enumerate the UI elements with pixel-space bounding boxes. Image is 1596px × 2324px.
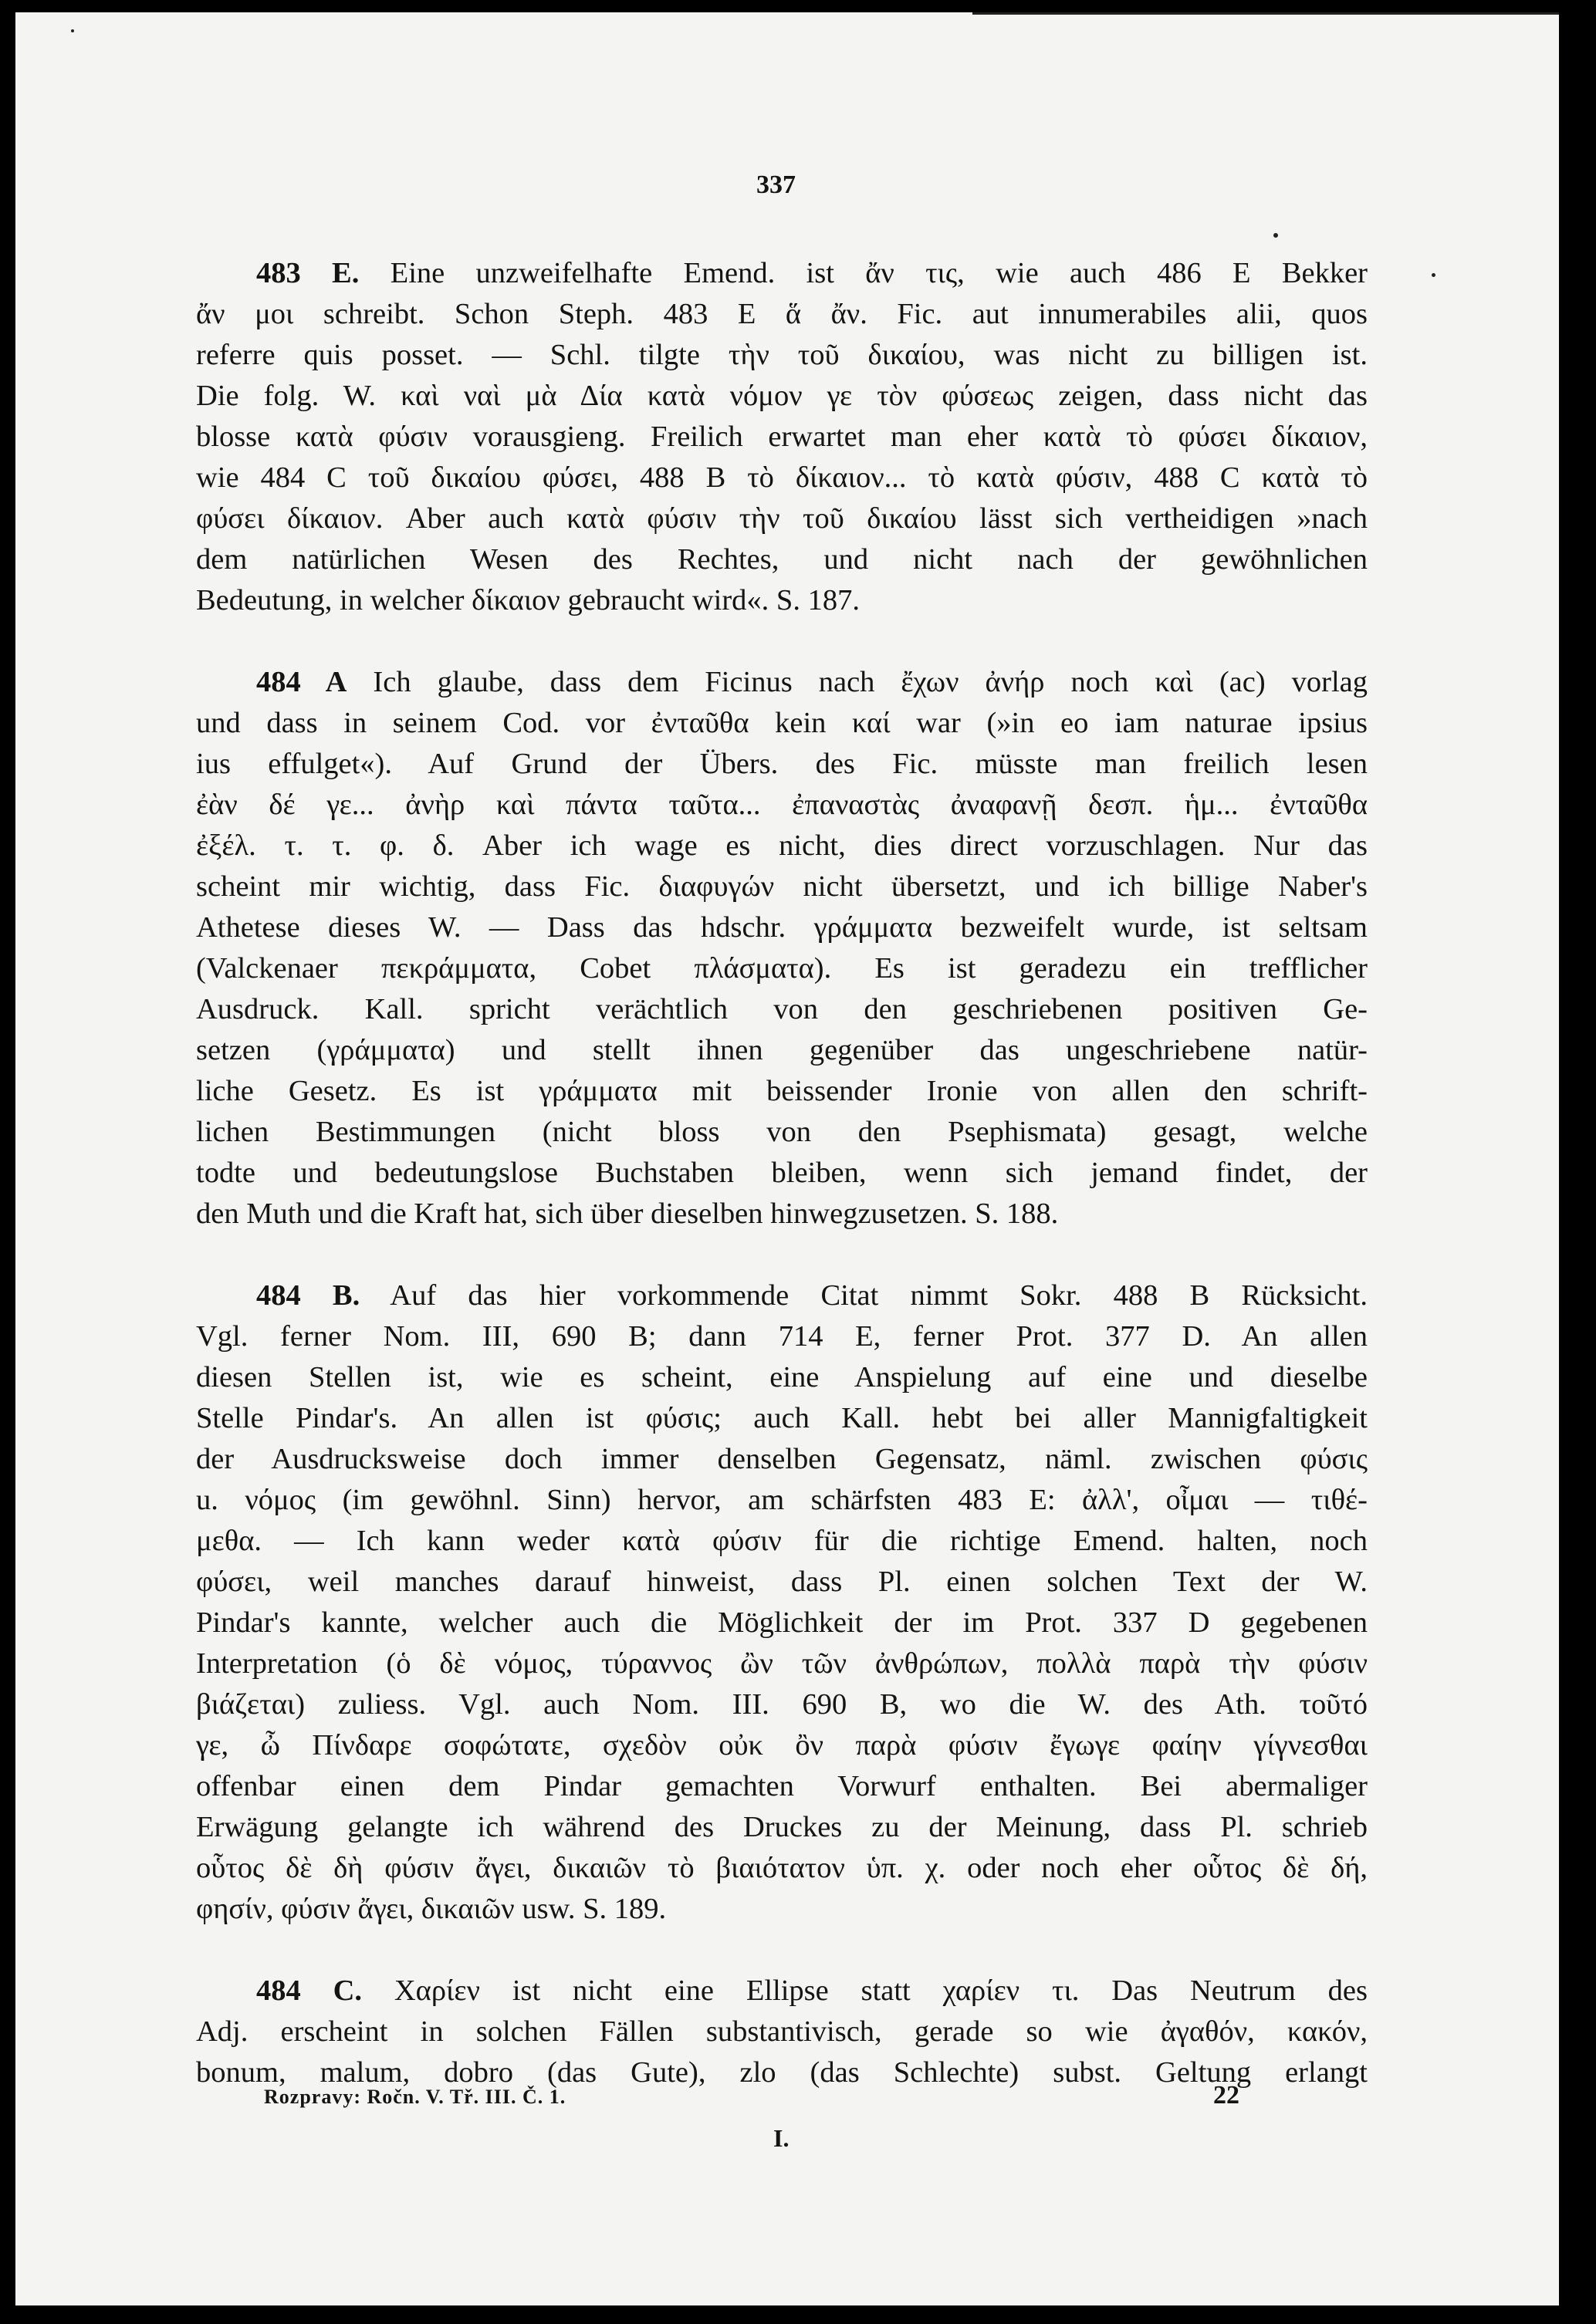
entry-line: Die folg. W. καὶ ναὶ μὰ Δία κατὰ νόμον γε τὸν φύσεως zeigen, dass nicht das: [196, 380, 1368, 412]
entry-line: Interpretation (ὁ δὲ νόμος, τύραννος ὢν τῶν ἀνθρώπων, πολλὰ παρὰ τὴν φύσιν: [196, 1647, 1368, 1680]
entry-line: ἐὰν δέ γε... ἀνὴρ καὶ πάντα ταῦτα... ἐπαναστὰς ἀναφανῇ δεσπ. ἡμ... ἐνταῦθα: [196, 789, 1368, 821]
entry-line: φύσει, weil manches darauf hinweist, dass Pl. einen solchen Text der W.: [196, 1566, 1368, 1598]
entry-line: u. νόμος (im gewöhnl. Sinn) hervor, am schärfsten 483 E: ἀλλ', οἶμαι — τιθέ-: [196, 1484, 1368, 1516]
entry-line: bonum, malum, dobro (das Gute), zlo (das Schlechte) subst. Geltung erlangt: [196, 2056, 1368, 2089]
entry-reference: 484 B.: [256, 1279, 360, 1312]
entry-line: diesen Stellen ist, wie es scheint, eine Anspielung auf eine und dieselbe: [196, 1361, 1368, 1393]
entry-line: (Valckenaer πεκράμματα, Cobet πλάσματα). Es ist geradezu ein trefflicher: [196, 952, 1368, 985]
entry-line: φύσει δίκαιον. Aber auch κατὰ φύσιν τὴν τοῦ δικαίου lässt sich vertheidigen »nach: [196, 502, 1368, 535]
entry-line: οὗτος δὲ δὴ φύσιν ἄγει, δικαιῶν τὸ βιαιότατον ὑπ. χ. oder noch eher οὗτος δὲ δή,: [196, 1852, 1368, 1884]
scan-dust-dot: [1432, 273, 1435, 277]
entry-reference: 484 C.: [256, 1974, 363, 2007]
entry-line: und dass in seinem Cod. vor ἐνταῦθα kein καί war (»in eo iam naturae ipsius: [196, 707, 1368, 739]
entry-line: Adj. erscheint in solchen Fällen substantivisch, gerade so wie ἀγαθόν, κακόν,: [196, 2015, 1368, 2048]
entry-line: φησίν, φύσιν ἄγει, δικαιῶν usw. S. 189.: [196, 1893, 667, 1925]
page-number: 337: [756, 171, 796, 199]
entry-line: ἄν μοι schreibt. Schon Steph. 483 E ἅ ἄν. Fic. aut innumerabiles alii, quos: [196, 298, 1368, 330]
entry-line: den Muth und die Kraft hat, sich über dieselben hinwegzusetzen. S. 188.: [196, 1197, 1059, 1230]
document-page: [15, 12, 1559, 2305]
entry-line: der Ausdrucksweise doch immer denselben Gegensatz, näml. zwischen φύσις: [196, 1443, 1368, 1475]
entry-line: blosse κατὰ φύσιν vorausgieng. Freilich erwartet man eher κατὰ τὸ φύσει δίκαιον,: [196, 421, 1368, 453]
entry-line: 484 B. Auf das hier vorkommende Citat nimmt Sokr. 488 B Rücksicht.: [256, 1279, 1368, 1312]
scan-edge-mark: [972, 12, 1559, 15]
entry-line: todte und bedeutungslose Buchstaben bleiben, wenn sich jemand findet, der: [196, 1157, 1368, 1189]
footer-sheet-number: 22: [1213, 2081, 1239, 2110]
entry-line: Stelle Pindar's. An allen ist φύσις; auch Kall. hebt bei aller Mannigfaltigkeit: [196, 1402, 1368, 1434]
entry-line: γε, ὦ Πίνδαρε σοφώτατε, σχεδὸν οὐκ ὂν παρὰ φύσιν ἔγωγε φαίην γίγνεσθαι: [196, 1729, 1368, 1762]
entry-line: Bedeutung, in welcher δίκαιον gebraucht wird«. S. 187.: [196, 584, 860, 616]
entry-line: scheint mir wichtig, dass Fic. διαφυγών nicht übersetzt, und ich billige Naber's: [196, 870, 1368, 903]
entry-line: Pindar's kannte, welcher auch die Möglichkeit der im Prot. 337 D gegebenen: [196, 1606, 1368, 1639]
entry-line: referre quis posset. — Schl. tilgte τὴν τοῦ δικαίου, was nicht zu billigen ist.: [196, 339, 1368, 371]
entry-484c: [196, 1971, 1368, 2093]
commentary-body: [196, 253, 1368, 2134]
entry-line: Ausdruck. Kall. spricht verächtlich von den geschriebenen positiven Ge-: [196, 993, 1368, 1025]
entry-line: βιάζεται) zuliess. Vgl. auch Nom. III. 690 B, wo die W. des Ath. τοῦτό: [196, 1688, 1368, 1721]
entry-line: 484 A Ich glaube, dass dem Ficinus nach ἔχων ἀνήρ noch καὶ (ac) vorlag: [256, 666, 1368, 698]
scan-dust-dot: [1273, 233, 1278, 238]
entry-line: Athetese dieses W. — Dass das hdschr. γράμματα bezweifelt wurde, ist seltsam: [196, 911, 1368, 944]
entry-line: Vgl. ferner Nom. III, 690 B; dann 714 E, ferner Prot. 377 D. An allen: [196, 1320, 1368, 1353]
entry-483e: [196, 253, 1368, 621]
scan-dust-dot: [71, 29, 74, 32]
entry-line: μεθα. — Ich kann weder κατὰ φύσιν für die richtige Emend. halten, noch: [196, 1525, 1368, 1557]
entry-line: setzen (γράμματα) und stellt ihnen gegenüber das ungeschriebene natür-: [196, 1034, 1368, 1066]
entry-484a: [196, 662, 1368, 1235]
entry-line: 484 C. Χαρίεν ist nicht eine Ellipse statt χαρίεν τι. Das Neutrum des: [256, 1974, 1368, 2007]
footer-publication: Rozpravy: Ročn. V. Tř. III. Č. 1.: [264, 2086, 566, 2108]
signature-mark: I.: [773, 2124, 790, 2152]
entry-line: liche Gesetz. Es ist γράμματα mit beissender Ironie von allen den schrift-: [196, 1075, 1368, 1107]
entry-line: wie 484 C τοῦ δικαίου φύσει, 488 B τὸ δίκαιον... τὸ κατὰ φύσιν, 488 C κατὰ τὸ: [196, 461, 1368, 494]
entry-line: offenbar einen dem Pindar gemachten Vorwurf enthalten. Bei abermaliger: [196, 1770, 1368, 1802]
entry-484b: [196, 1275, 1368, 1930]
entry-line: Erwägung gelangte ich während des Druckes zu der Meinung, dass Pl. schrieb: [196, 1811, 1368, 1843]
entry-reference: 484 A: [256, 666, 347, 698]
entry-line: 483 E. Eine unzweifelhafte Emend. ist ἄν τις, wie auch 486 E Bekker: [256, 257, 1368, 289]
entry-line: lichen Bestimmungen (nicht bloss von den Psephismata) gesagt, welche: [196, 1116, 1368, 1148]
entry-line: dem natürlichen Wesen des Rechtes, und nicht nach der gewöhnlichen: [196, 543, 1368, 576]
entry-reference: 483 E.: [256, 257, 360, 289]
entry-line: ἐξέλ. τ. τ. φ. δ. Aber ich wage es nicht, dies direct vorzuschlagen. Nur das: [196, 829, 1368, 862]
entry-line: ius effulget«). Auf Grund der Übers. des Fic. müsste man freilich lesen: [196, 748, 1368, 780]
